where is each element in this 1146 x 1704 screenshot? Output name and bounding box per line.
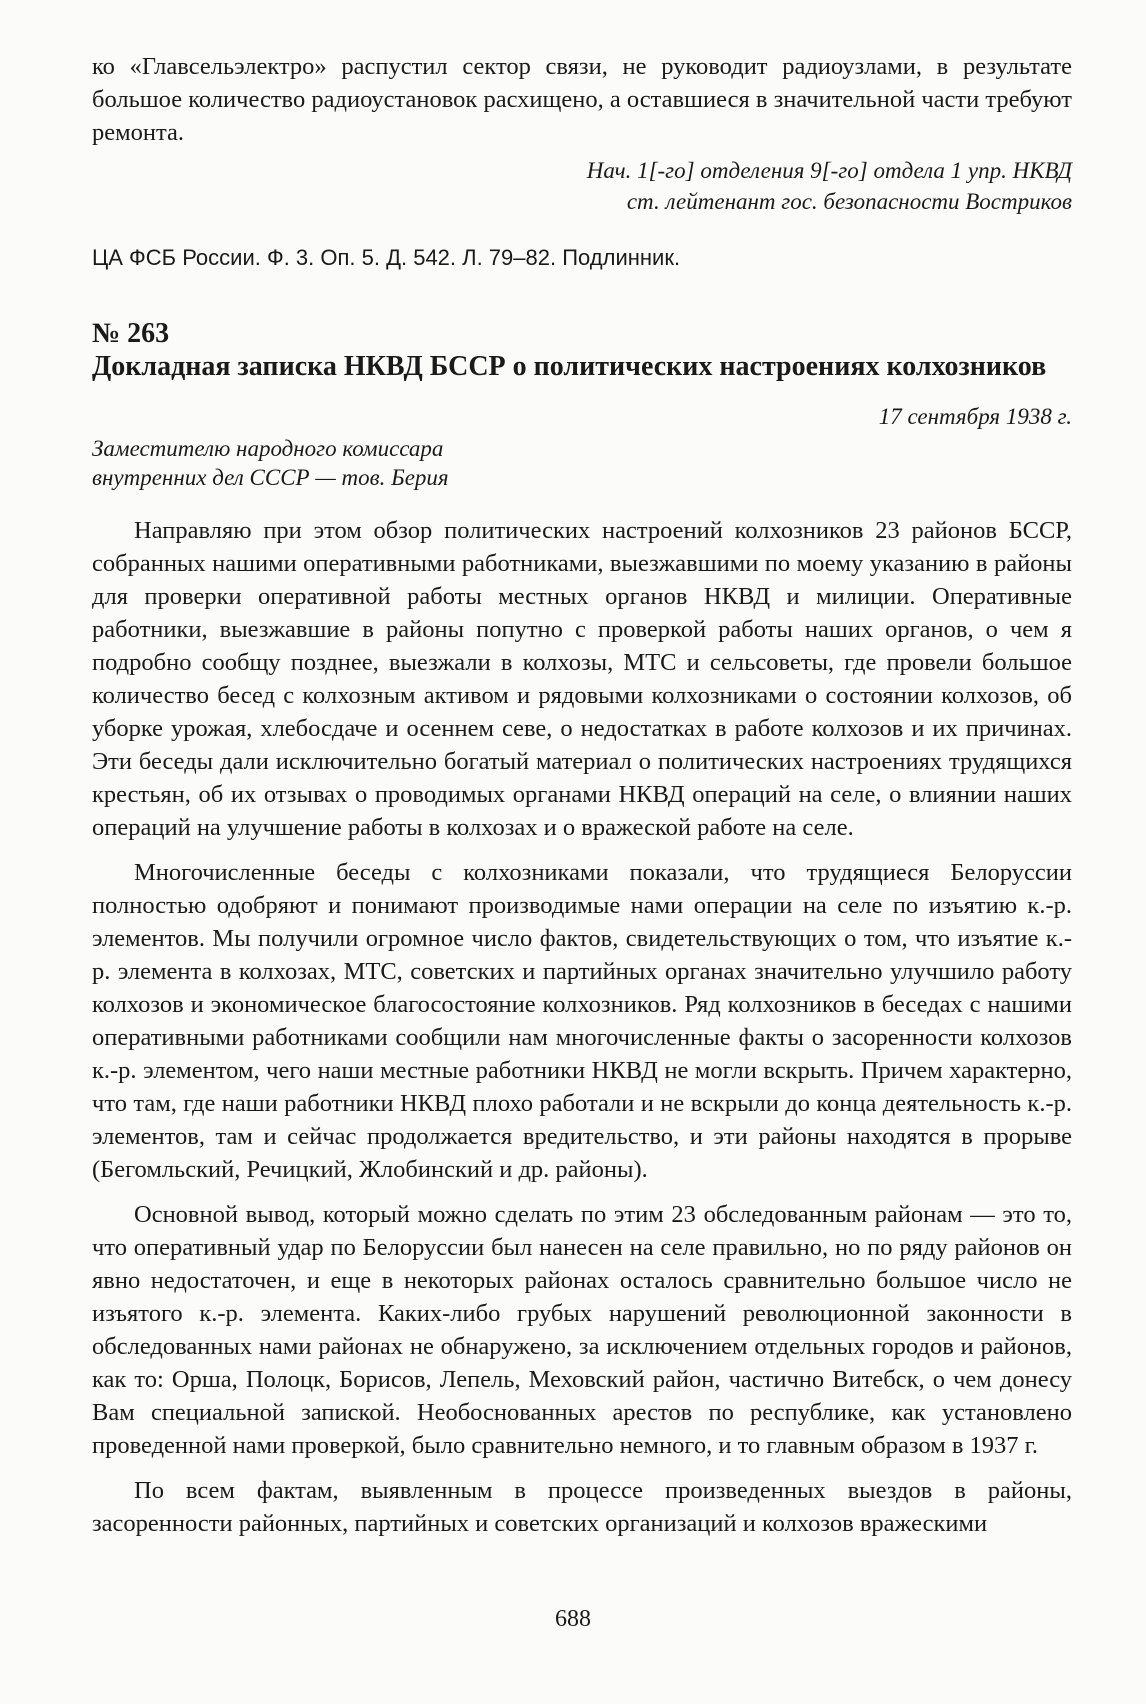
signature-position: Нач. 1[-го] отделения 9[-го] отдела 1 упр. НКВД (586, 158, 1072, 183)
page-content (92, 50, 1072, 1540)
document-date: 17 сентября 1938 г. (878, 404, 1072, 429)
document-number: № 263 (92, 318, 170, 349)
intro-paragraph: ко «Главсельэлектро» распустил сектор связи, не руководит радиоузлами, в результате большое количество радиоустановок расхищено, а оставшиеся в значительной части требуют ремонта. (92, 53, 1072, 146)
signature-name: ст. лейтенант гос. безопасности Востриков (626, 189, 1072, 214)
addressee-line-2: внутренних дел СССР — тов. Берия (92, 465, 449, 490)
addressee-line-1: Заместителю народного комиссара (92, 436, 444, 461)
addressee-block (92, 434, 1072, 492)
archive-reference: ЦА ФСБ России. Ф. 3. Оп. 5. Д. 542. Л. 79–82. Подлинник. (92, 245, 681, 270)
body-paragraph-3: Основной вывод, который можно сделать по этим 23 обследованным районам — это то, что оперативный удар по Белоруссии был нанесен на селе правильно, но по ряду районов он явно недостаточен, и еще в некоторых районах осталось сравнительно большое число не изъятого к.-р. элемента. Каких-либо грубых нарушений революционной законности в обследованных нами районах не обнаружено, за исключением отдельных городов и районов, как то: Орша, Полоцк, Борисов, Лепель, Меховский район, частично Витебск, о чем донесу Вам специальной запиской. Необоснованных арестов по республике, как установлено проведенной нами проверкой, было сравнительно немного, и то главным образом в 1937 г. (92, 1201, 1072, 1459)
signature-block (92, 155, 1072, 217)
body-paragraph-1: Направляю при этом обзор политических настроений колхозников 23 районов БССР, собранных нашими оперативными работниками, выезжавшими по моему указанию в районы для проверки оперативной работы местных органов НКВД и милиции. Оперативные работники, выезжавшие в районы попутно с проверкой работы наших органов, о чем я подробно сообщу позднее, выезжали в колхозы, МТС и сельсоветы, где провели большое количество бесед с колхозным активом и рядовыми колхозниками о состоянии колхозов, об уборке урожая, хлебосдаче и осеннем севе, о недостатках в работе колхозов и их причинах. Эти беседы дали исключительно богатый материал о политических настроениях трудящихся крестьян, об их отзывах о проводимых органами НКВД операций на селе, о влиянии наших операций на улучшение работы в колхозах и о вражеской работе на селе. (92, 517, 1072, 841)
body-paragraph-4: По всем фактам, выявленным в процессе произведенных выездов в районы, засоренности районных, партийных и советских организаций и колхозов вражескими (92, 1477, 1072, 1537)
page-number: 688 (555, 1606, 591, 1632)
document-title: Докладная записка НКВД БССР о политических настроениях колхозников (92, 351, 1047, 382)
body-paragraph-2: Многочисленные беседы с колхозниками показали, что трудящиеся Белоруссии полностью одобряют и понимают производимые нами операции на селе по изъятию к.-р. элементов. Мы получили огромное число фактов, свидетельствующих о том, что изъятие к.-р. элемента в колхозах, МТС, советских и партийных органах значительно улучшило работу колхозов и экономическое благосостояние колхозников. Ряд колхозников в беседах с нашими оперативными работниками сообщили нам многочисленные факты о засоренности колхозов к.-р. элементом, чего наши местные работники НКВД не могли вскрыть. Причем характерно, что там, где наши работники НКВД плохо работали и не вскрыли до конца деятельность к.-р. элементов, там и сейчас продолжается вредительство, и эти районы находятся в прорыве (Бегомльский, Речицкий, Жлобинский и др. районы). (92, 859, 1072, 1183)
